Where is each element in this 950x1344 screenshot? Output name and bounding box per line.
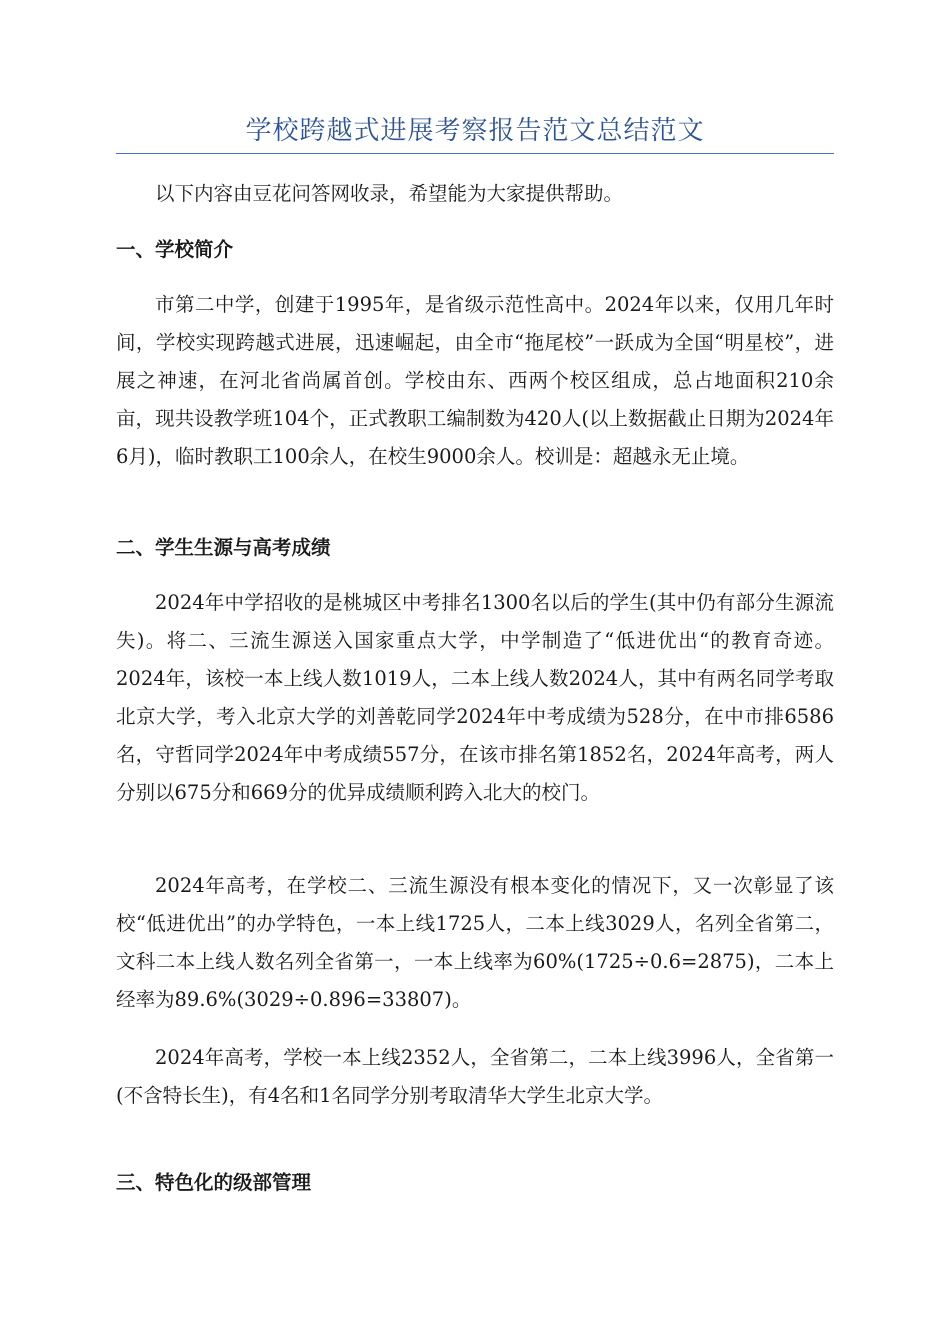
section-2-paragraph-3: 2024年高考，学校一本上线2352人，全省第二，二本上线3996人，全省第一(不含特长生)，有4名和1名同学分别考取清华大学生北京大学。 bbox=[116, 1046, 834, 1107]
document-title: 学校跨越式进展考察报告范文总结范文 bbox=[245, 116, 705, 146]
intro-paragraph: 以下内容由豆花问答网收录，希望能为大家提供帮助。 bbox=[155, 182, 624, 205]
title-underline bbox=[116, 153, 834, 154]
section-2-paragraph-2: 2024年高考，在学校二、三流生源没有根本变化的情况下，又一次彰显了该校“低进优出”的办学特色，一本上线1725人，二本上线3029人，名列全省第二，文科二本上线人数名列全省第一，一本上线率为60%(1725÷0.6=2875)，二本上经率为89.6%(3029÷0.896=33807)。 bbox=[116, 874, 834, 1011]
section-1-paragraph-1: 市第二中学，创建于1995年，是省级示范性高中。2024年以来，仅用几年时间，学校实现跨越式进展，迅速崛起，由全市“拖尾校”一跃成为全国“明星校”，进展之神速，在河北省尚属首创。学校由东、西两个校区组成，总占地面积210余亩，现共设教学班104个，正式教职工编制数为420人(以上数据截止日期为2024年6月)，临时教职工100余人，在校生9000余人。校训是：超越永无止境。 bbox=[116, 293, 834, 468]
section-2-paragraph-1: 2024年中学招收的是桃城区中考排名1300名以后的学生(其中仍有部分生源流失)。将二、三流生源送入国家重点大学，中学制造了“低进优出“的教育奇迹。2024年，该校一本上线人数1019人，二本上线人数2024人，其中有两名同学考取北京大学，考入北京大学的刘善乾同学2024年中考成绩为528分，在中市排6586名，守哲同学2024年中考成绩557分，在该市排名第1852名，2024年高考，两人分别以675分和669分的优异成绩顺利跨入北大的校门。 bbox=[116, 591, 834, 804]
section-heading-students: 二、学生生源与高考成绩 bbox=[116, 536, 331, 559]
section-heading-intro: 一、学校简介 bbox=[116, 238, 234, 261]
section-heading-management: 三、特色化的级部管理 bbox=[116, 1171, 312, 1194]
